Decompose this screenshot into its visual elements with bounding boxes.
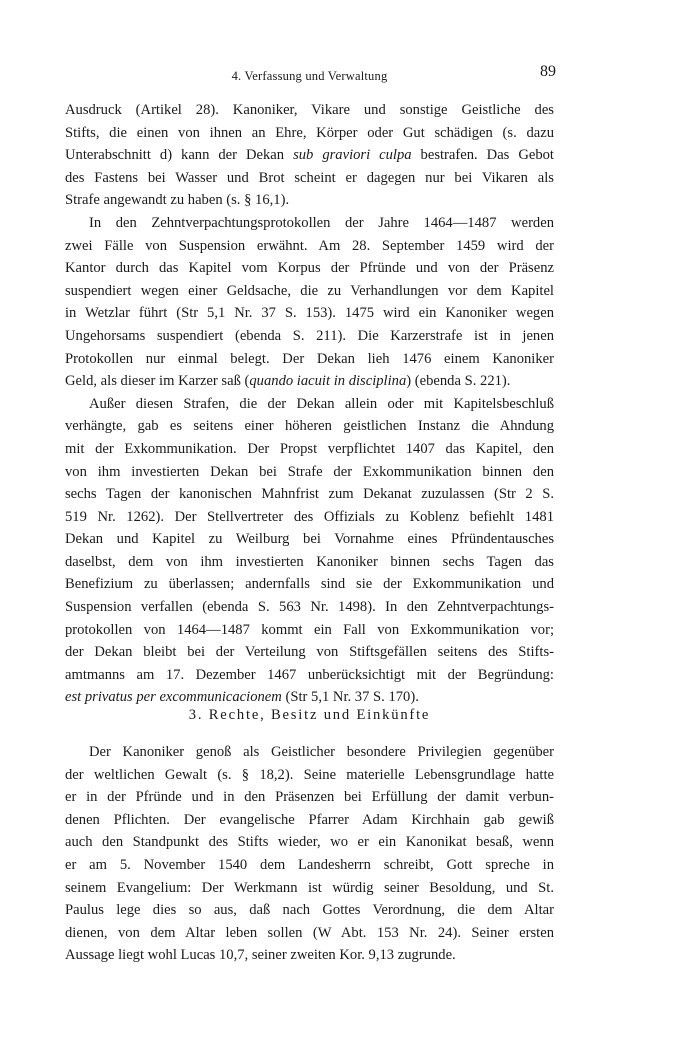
text-run: auch den Standpunkt des Stifts wieder, wo er ein Kanonikat besaß, wenn — [65, 834, 554, 851]
text-line — [65, 831, 554, 854]
text-run: Außer diesen Strafen, die der Dekan allein oder mit Kapitelsbeschluß — [89, 395, 554, 412]
text-run: denen Pflichten. Der evangelische Pfarrer Adam Kirchhain gab gewiß — [65, 811, 554, 828]
text-run: amtmanns am 17. Dezember 1467 unberücksichtigt mit der Begründung: — [65, 666, 554, 683]
text-line — [65, 786, 554, 809]
text-run: von ihm investierten Dekan bei Strafe der Exkommunikation binnen den — [65, 463, 554, 480]
text-run: bestrafen. Das Gebot — [411, 147, 554, 164]
text-run: daselbst, dem von ihm investierten Kanoniker binnen sechs Tagen das — [65, 553, 554, 570]
text-run: des Fastens bei Wasser und Brot scheint er dagegen nur bei Vikaren als — [65, 169, 554, 186]
text-run: der Dekan bleibt bei der Verteilung von Stiftsgefällen seitens des Stifts- — [65, 644, 554, 661]
text-line — [65, 573, 554, 596]
text-run: Der Kanoniker genoß als Geistlicher besondere Privilegien gegenüber — [89, 744, 554, 760]
text-line — [65, 212, 554, 235]
text-run: In den Zehntverpachtungsprotokollen der Jahre 1464—1487 werden — [89, 214, 554, 231]
body-text-block-1 — [65, 99, 554, 709]
text-run: Unterabschnitt d) kann der Dekan — [65, 147, 294, 164]
text-run: dienen, von dem Altar leben sollen (W Abt. 153 Nr. 24). Seiner ersten — [65, 924, 554, 941]
text-line — [65, 438, 554, 461]
text-line — [65, 483, 554, 506]
text-line — [65, 596, 554, 619]
text-run: Suspension verfallen (ebenda S. 563 Nr. 1498). In den Zehntverpachtungs- — [65, 599, 554, 616]
text-run: er in der Pfründe und in den Präsenzen bei Erfüllung der damit verbun- — [65, 789, 554, 806]
text-run: Paulus lege dies so aus, daß nach Gottes Verordnung, die dem Altar — [65, 902, 554, 919]
text-line — [65, 764, 554, 787]
italic-text: quando iacuit in disciplina — [249, 373, 407, 390]
text-run: ) (ebenda S. 221). — [406, 373, 511, 390]
body-text-block-2 — [65, 741, 554, 967]
text-run: Strafe angewandt zu haben (s. § 16,1). — [65, 192, 290, 209]
text-line — [65, 393, 554, 416]
text-line — [65, 167, 554, 190]
section-heading: 3. Rechte, Besitz und Einkünfte — [188, 707, 431, 723]
text-line — [65, 854, 554, 877]
text-run: sechs Tagen der kanonischen Mahnfrist zum Dekanat zuzulassen (Str 2 S. — [65, 486, 554, 503]
text-line — [65, 899, 554, 922]
text-run: Stifts, die einen von ihnen an Ehre, Körper oder Gut schädigen (s. dazu — [65, 124, 554, 141]
text-line — [65, 461, 554, 484]
text-run: Ungehorsams suspendiert (ebenda S. 211). Die Karzerstrafe ist in jenen — [65, 327, 554, 344]
text-run: in Wetzlar führt (Str 5,1 Nr. 37 S. 153). 1475 wird ein Kanoniker wegen — [65, 305, 554, 322]
text-run: suspendiert wegen einer Geldsache, die zu Verhandlungen vor dem Kapitel — [65, 282, 554, 299]
text-run: zwei Fälle von Suspension erwähnt. Am 28. September 1459 wird der — [65, 237, 554, 254]
text-line — [65, 257, 554, 280]
text-line — [65, 528, 554, 551]
text-line — [65, 99, 554, 122]
text-line — [65, 922, 554, 945]
text-run: (Str 5,1 Nr. 37 S. 170). — [281, 689, 419, 706]
text-line — [65, 415, 554, 438]
text-run: protokollen von 1464—1487 kommt ein Fall von Exkommunikation vor; — [65, 621, 554, 638]
text-line — [65, 664, 554, 687]
text-line — [65, 809, 554, 832]
text-line — [65, 551, 554, 574]
text-line — [65, 348, 554, 371]
text-run: 519 Nr. 1262). Der Stellvertreter des Offizials zu Koblenz befiehlt 1481 — [65, 508, 554, 525]
text-run: Benefizium zu überlassen; andernfalls sind sie der Exkommunikation und — [65, 576, 554, 593]
text-run: Geld, als dieser im Karzer saß ( — [65, 373, 250, 390]
text-line — [65, 619, 554, 642]
italic-text: sub graviori culpa — [293, 147, 412, 164]
text-run: Dekan und Kapitel zu Weilburg bei Vornahme eines Pfründentausches — [65, 531, 554, 548]
text-run: Protokollen nur einmal belegt. Der Dekan lieh 1476 einem Kanoniker — [65, 350, 554, 367]
italic-text: est privatus per excommunicacionem — [65, 689, 282, 706]
text-line — [65, 944, 554, 967]
text-line — [65, 280, 554, 303]
page-number: 89 — [540, 63, 556, 80]
text-line — [65, 877, 554, 900]
text-line — [65, 302, 554, 325]
running-title: 4. Verfassung und Verwaltung — [231, 69, 388, 83]
text-line — [65, 370, 554, 393]
text-run: Ausdruck (Artikel 28). Kanoniker, Vikare und sonstige Geistliche des — [65, 102, 554, 118]
text-line — [65, 122, 554, 145]
text-line — [65, 641, 554, 664]
text-line — [65, 741, 554, 764]
text-line — [65, 686, 554, 709]
text-line — [65, 506, 554, 529]
text-line — [65, 325, 554, 348]
text-run: mit der Exkommunikation. Der Propst verpflichtet 1407 das Kapitel, den — [65, 440, 554, 457]
text-line — [65, 189, 554, 212]
text-run: er am 5. November 1540 dem Landesherrn schreibt, Gott spreche in — [65, 856, 554, 873]
text-run: Kantor durch das Kapitel vom Korpus der Pfründe und von der Präsenz — [65, 260, 554, 277]
text-line — [65, 235, 554, 258]
text-run: der weltlichen Gewalt (s. § 18,2). Seine materielle Lebensgrundlage hatte — [65, 766, 554, 783]
text-run: verhängte, gab es seitens einer höheren geistlichen Instanz die Ahndung — [65, 418, 554, 435]
text-run: Aussage liegt wohl Lucas 10,7, seiner zweiten Kor. 9,13 zugrunde. — [65, 947, 456, 964]
text-line — [65, 144, 554, 167]
text-run: seinem Evangelium: Der Werkmann ist würdig seiner Besoldung, und St. — [65, 879, 554, 896]
